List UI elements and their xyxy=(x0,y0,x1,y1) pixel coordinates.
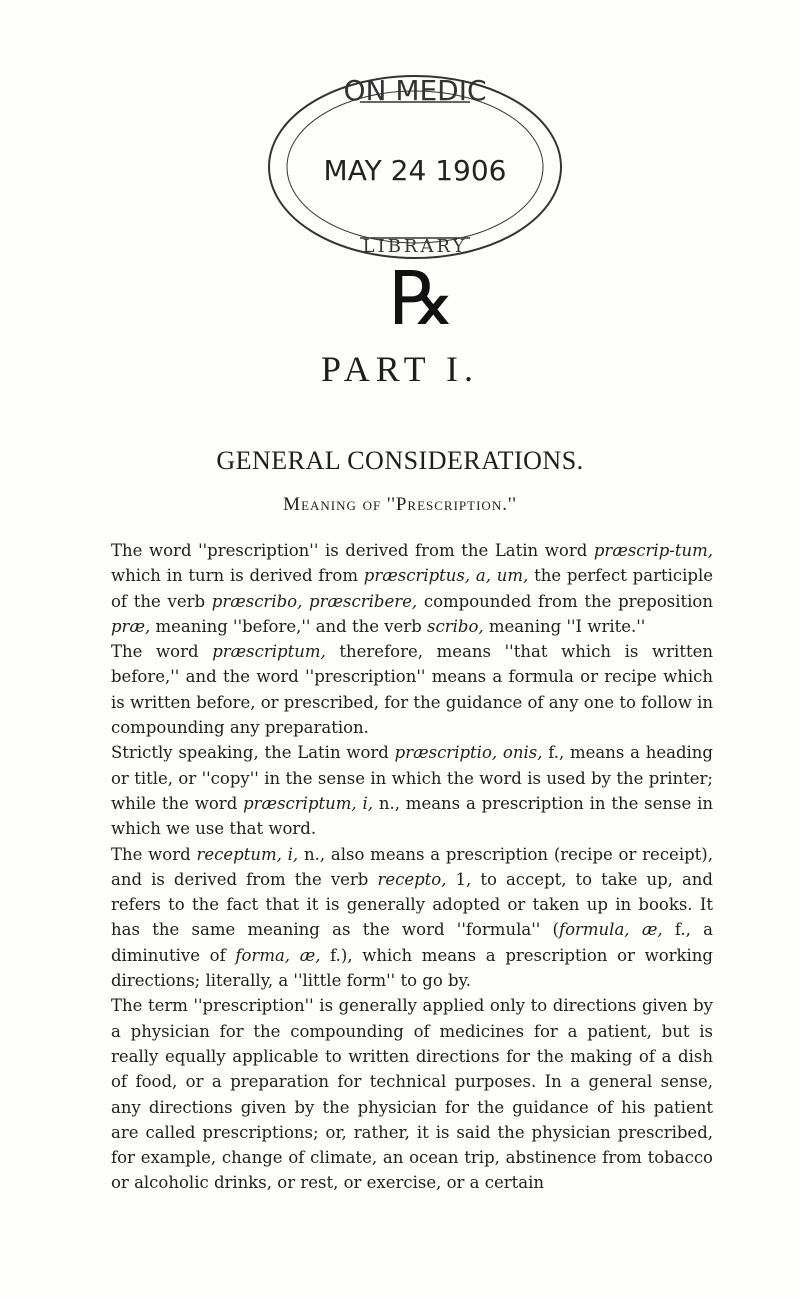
latin-term: præscriptum, xyxy=(212,642,326,662)
text-run: f., means a heading or title, or ''copy'' in the sense in which the word is used by the printer; while the word xyxy=(111,743,713,813)
rx-symbol: ℞ xyxy=(388,256,456,334)
latin-term: præscriptus, a, um, xyxy=(363,566,529,586)
latin-term: præscrip-tum, xyxy=(593,541,713,560)
paragraph xyxy=(111,842,713,994)
paragraph xyxy=(111,538,713,639)
part-title: PART I. xyxy=(321,349,479,389)
latin-term: præscriptio, onis, xyxy=(394,743,543,763)
text-run: n., means a prescription in the sense in which we use that word. xyxy=(111,793,714,839)
library-stamp xyxy=(250,62,580,334)
stamp-date: MAY 24 1906 xyxy=(323,154,507,187)
text-run: 1, to accept, to take up, and refers to the fact that it is generally adopted or taken up in books. It has the same meaning as the word ''formula'' ( xyxy=(111,869,713,940)
latin-term: præscribo, præscribere, xyxy=(211,591,418,611)
paragraph xyxy=(111,740,713,841)
text-run: The term ''prescription'' is generally applied only to directions given by a physician for the compounding of medicines for a patient, but is really equally applicable to written directions for the making of a dish of food, or a preparation for technical purposes. In a general sense, any directions given by the physician for the guidance of his patient are called prescriptions; or, rather, it is said the physician prescribed, for example, change of climate, an ocean trip, abstinence from tobacco or alcoholic drinks, or rest, or exercise, or a certain xyxy=(111,996,713,1193)
text-run: the perfect participle of the verb xyxy=(111,566,713,611)
stamp-bottom-text: LIBRARY xyxy=(362,236,468,257)
latin-term: scribo, xyxy=(427,616,484,636)
latin-term: receptum, i, xyxy=(196,844,299,864)
latin-term: forma, æ, xyxy=(235,945,321,965)
text-run: The word ''prescription'' is derived from the Latin word xyxy=(111,541,594,560)
subheading: Meaning of ''Prescription.'' xyxy=(283,494,517,515)
latin-term: præ, xyxy=(111,616,151,636)
text-run: The word xyxy=(111,642,213,662)
latin-term: recepto, xyxy=(377,869,447,889)
latin-term: formula, æ, xyxy=(558,920,663,940)
text-run: therefore, means ''that which is written before,'' and the word ''prescription'' means a formula or recipe which is written before, or prescribed, for the guidance of any one to follow in compounding any preparation. xyxy=(111,642,713,738)
text-run: compounded from the preposition xyxy=(417,591,713,611)
stamp-top-text: ON MEDIC xyxy=(343,74,487,107)
text-run: meaning ''I write.'' xyxy=(483,616,646,636)
latin-term: præscriptum, i, xyxy=(243,793,374,813)
text-run: f.), which means a prescription or working directions; literally, a ''little form'' to go by. xyxy=(111,945,713,991)
text-run: which in turn is derived from xyxy=(111,566,364,586)
text-run: The word xyxy=(111,844,197,864)
paragraph xyxy=(111,639,713,740)
text-run: Strictly speaking, the Latin word xyxy=(111,743,395,763)
body-text xyxy=(111,538,713,1196)
text-run: n., also means a prescription (recipe or receipt), and is derived from the verb xyxy=(111,844,713,889)
section-title: GENERAL CONSIDERATIONS. xyxy=(216,446,584,475)
paragraph xyxy=(111,993,713,1195)
text-run: f., a diminutive of xyxy=(111,920,714,965)
text-run: meaning ''before,'' and the verb xyxy=(150,616,428,636)
